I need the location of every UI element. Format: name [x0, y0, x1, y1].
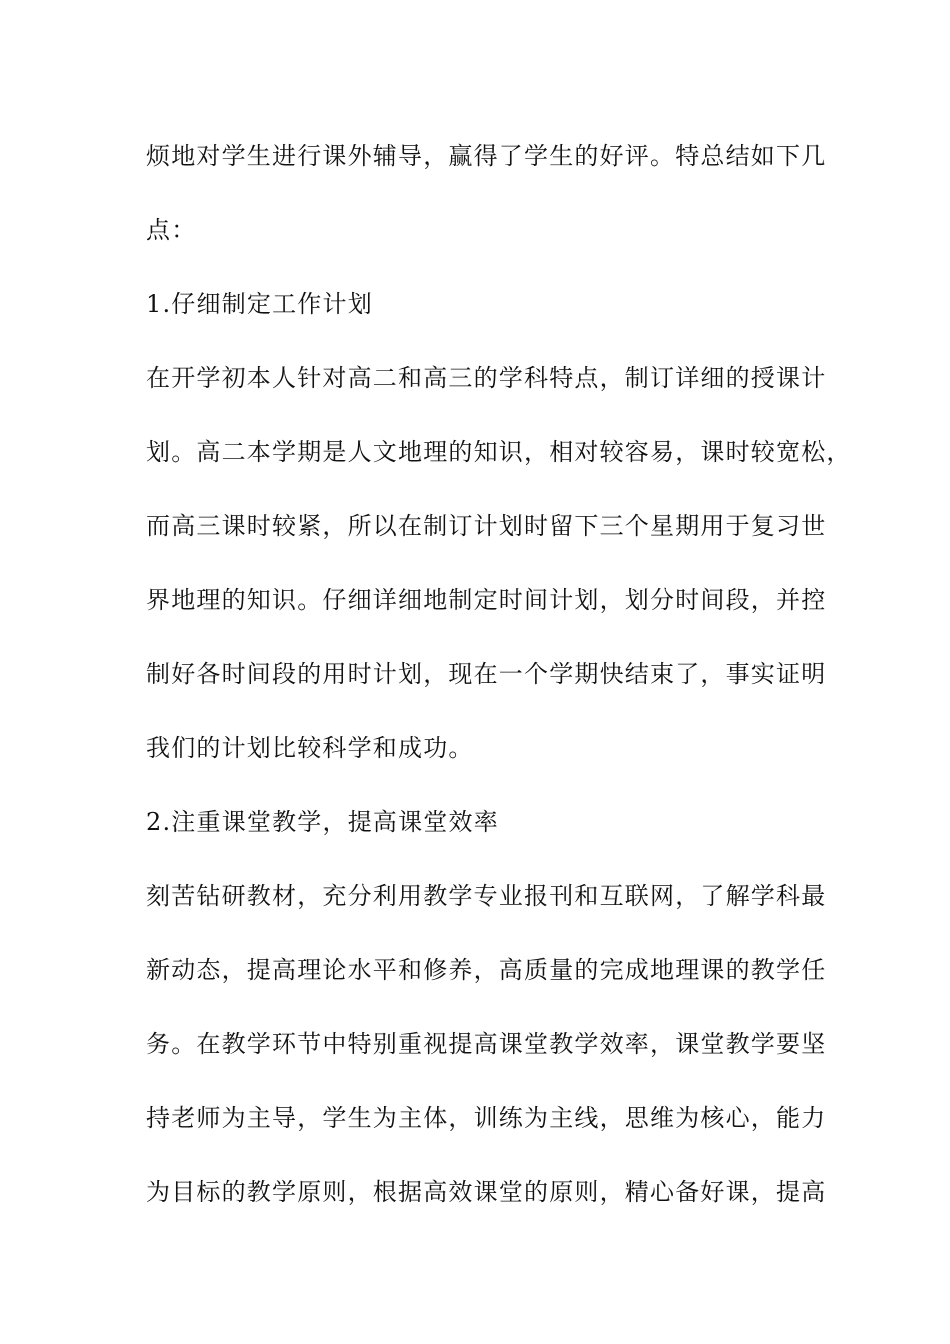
text-line: 烦地对学生进行课外辅导，赢得了学生的好评。特总结如下几: [146, 142, 827, 170]
text-line: 为目标的教学原则，根据高效课堂的原则，精心备好课，提高: [146, 1178, 827, 1206]
text-line: 新动态，提高理论水平和修养，高质量的完成地理课的教学任: [146, 956, 827, 984]
text-line: 刻苦钻研教材，充分利用教学专业报刊和互联网，了解学科最: [146, 882, 827, 910]
text-line: 而高三课时较紧，所以在制订计划时留下三个星期用于复习世: [146, 512, 827, 540]
text-line: 点：: [146, 216, 197, 244]
text-line: 务。在教学环节中特别重视提高课堂教学效率，课堂教学要坚: [146, 1030, 827, 1058]
text-line: 界地理的知识。仔细详细地制定时间计划，划分时间段，并控: [146, 586, 827, 614]
section-heading: 1.仔细制定工作计划: [146, 290, 373, 318]
text-line: 制好各时间段的用时计划，现在一个学期快结束了，事实证明: [146, 660, 827, 688]
text-line: 持老师为主导，学生为主体，训练为主线，思维为核心，能力: [146, 1104, 827, 1132]
section-heading: 2.注重课堂教学，提高课堂效率: [146, 808, 499, 836]
text-line: 划。高二本学期是人文地理的知识，相对较容易，课时较宽松，: [146, 438, 852, 466]
text-line: 在开学初本人针对高二和高三的学科特点，制订详细的授课计: [146, 364, 827, 392]
text-line: 我们的计划比较科学和成功。: [146, 734, 474, 762]
